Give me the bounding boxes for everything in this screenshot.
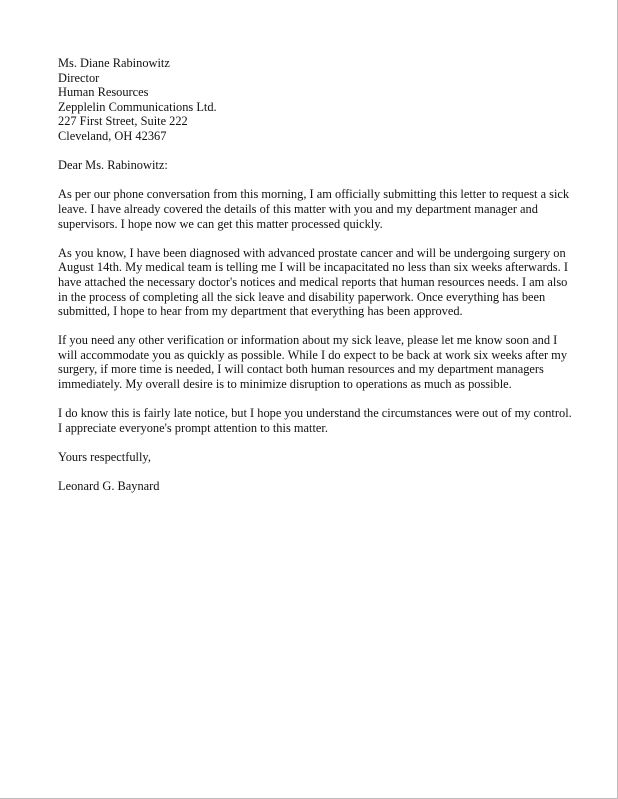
paragraph-line: in the process of completing all the sick leave and disability paperwork. Once everything has been bbox=[58, 289, 546, 304]
recipient-name: Ms. Diane Rabinowitz bbox=[58, 56, 170, 70]
paragraph-line: surgery, if more time is needed, I will contact both human resources and my department managers bbox=[58, 362, 544, 377]
paragraph-line: immediately. My overall desire is to minimize disruption to operations as much as possible. bbox=[58, 377, 512, 392]
recipient-street: 227 First Street, Suite 222 bbox=[58, 114, 188, 129]
paragraph-4 bbox=[58, 406, 572, 435]
letter-body bbox=[58, 56, 572, 494]
signature-name: Leonard G. Baynard bbox=[58, 479, 160, 494]
recipient-title: Director bbox=[58, 70, 100, 85]
paragraph-line: As per our phone conversation from this morning, I am officially submitting this letter to request a sick bbox=[58, 187, 570, 202]
paragraph-line: submitted, I hope to hear from my department that everything has been approved. bbox=[58, 304, 463, 319]
recipient-city-state-zip: Cleveland, OH 42367 bbox=[58, 128, 167, 143]
paragraph-line: have attached the necessary doctor's notices and medical reports that human resources needs. I am also bbox=[58, 274, 568, 289]
recipient-company: Zepplelin Communications Ltd. bbox=[58, 99, 217, 114]
paragraph-2 bbox=[58, 246, 568, 319]
paragraph-line: leave. I have already covered the details of this matter with you and my department manager and bbox=[58, 201, 538, 216]
paragraph-line: I appreciate everyone's prompt attention to this matter. bbox=[58, 420, 328, 435]
paragraph-line: will accommodate you as quickly as possible. While I do expect to be back at work six weeks after my bbox=[58, 347, 568, 362]
closing: Yours respectfully, bbox=[58, 450, 151, 465]
salutation: Dear Ms. Rabinowitz: bbox=[58, 158, 168, 173]
paragraph-line: If you need any other verification or information about my sick leave, please let me know soon and I bbox=[58, 333, 558, 348]
paragraph-line: As you know, I have been diagnosed with advanced prostate cancer and will be undergoing surgery on bbox=[58, 245, 566, 260]
paragraph-line: I do know this is fairly late notice, but I hope you understand the circumstances were out of my control. bbox=[58, 406, 572, 421]
paragraph-line: August 14th. My medical team is telling me I will be incapacitated no less than six weeks afterwards. I bbox=[58, 260, 568, 275]
recipient-address-block bbox=[58, 56, 568, 144]
recipient-department: Human Resources bbox=[58, 85, 149, 100]
paragraph-1 bbox=[58, 187, 568, 231]
paragraph-line: supervisors. I hope now we can get this matter processed quickly. bbox=[58, 216, 383, 231]
paragraph-3 bbox=[58, 333, 568, 391]
